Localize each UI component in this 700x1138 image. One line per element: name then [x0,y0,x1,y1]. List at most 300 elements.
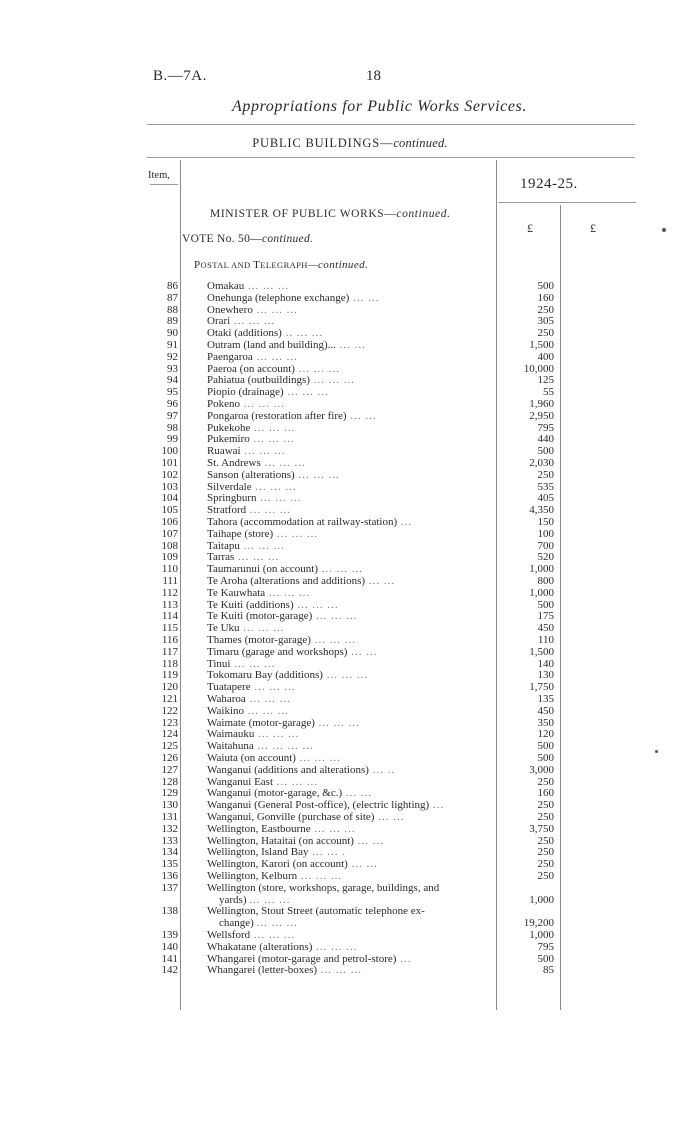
item-description [207,905,492,917]
item-number: 127 [161,763,178,776]
item-description [207,410,492,422]
item-number: 123 [161,716,178,729]
description-text: Onehunga (telephone exchange) [207,291,350,304]
item-amount: 1,500 [529,645,554,658]
item-amount: 305 [537,315,554,328]
dot-leader: ... ... [374,811,405,823]
item-number: 86 [167,280,178,292]
item-amount: 160 [537,291,554,304]
item-description [207,870,492,882]
item-amount: 500 [537,740,554,753]
table-row [0,398,700,410]
description-text: Orari [207,315,231,328]
item-amount: 55 [543,386,554,399]
item-description [207,953,492,965]
item-amount: 500 [537,445,554,458]
vote-heading [182,233,313,245]
item-number: 117 [161,645,178,658]
dot-leader: ... ... [346,409,377,422]
description-text: Wellington, Hataitai (on account) [207,834,354,847]
item-number: 111 [162,575,178,587]
item-number: 99 [167,433,178,446]
description-text: Whangarei (motor-garage and petrol-store) [207,952,397,965]
table-row [0,776,700,788]
description-text: Ruawai [207,445,241,458]
table-row [0,799,700,811]
dot-leader: ... ... ... [250,929,296,941]
item-number: 110 [161,563,178,576]
description-text: Wellington, Karori (on account) [207,858,348,871]
item-number: 115 [161,622,178,635]
item-description [207,646,492,658]
item-description [207,457,492,469]
item-amount: 19,200 [523,917,554,930]
item-description [207,374,492,386]
item-description [207,929,492,941]
item-amount: 1,960 [529,398,554,410]
description-text: Pongaroa (restoration after fire) [207,409,347,422]
currency-symbol-left: £ [527,221,533,235]
table-row [0,363,700,375]
description-text: Tarras [207,551,235,564]
item-amount: 2,950 [529,409,554,422]
item-description [207,339,492,351]
description-text: Omakau [207,280,245,292]
vote-continued: continued. [261,233,314,245]
item-amount: 800 [537,575,554,587]
item-amount: 350 [537,716,554,729]
item-description [207,481,492,493]
dot-leader: ... ... ... [317,964,363,977]
dot-leader: ... ... ... [294,362,340,375]
description-text: Springburn [207,492,257,505]
item-amount: 130 [537,669,554,682]
table-row [0,752,700,764]
item-number: 114 [161,610,178,623]
item-description [207,363,492,375]
table-row [0,964,700,976]
dot-leader: ... ... ... [294,468,340,481]
dot-leader: ... ... [353,834,384,847]
table-row [0,351,700,363]
table-row [0,599,700,611]
description-text: Wellington, Eastbourne [207,822,311,835]
table-row [0,646,700,658]
item-amount: 1,750 [529,681,554,694]
item-amount: 4,350 [529,504,554,517]
item-number: 119 [161,669,178,682]
item-description [207,681,492,693]
dot-leader: ... ... ... [318,563,364,576]
dot-leader: ... ... ... [309,374,355,387]
dot-leader: ... ... ... [230,315,276,328]
table-row [0,858,700,870]
table-row [0,669,700,681]
section-heading-part: OSTAL AND [200,260,254,270]
item-description [207,351,492,363]
table-row [0,386,700,398]
item-number: 129 [161,787,178,800]
item-amount: 10,000 [523,362,554,375]
section-heading-continued: —continued. [307,259,369,271]
table-row [0,882,700,894]
item-number: 93 [167,362,178,375]
table-row [0,693,700,705]
description-text: Te Aroha (alterations and additions) [207,575,366,587]
dot-leader: ... ... ... [312,940,358,953]
table-row [0,445,700,457]
table-row [0,292,700,304]
margin-mark [662,228,666,232]
item-number: 90 [167,327,178,340]
description-text: Wanganui (motor-garage, &c.) [207,787,343,800]
item-number: 87 [167,291,178,304]
section-subtitle [0,136,700,151]
description-line: Wellington (store, workshops, garage, buildings, and [207,881,440,894]
item-number: 138 [161,905,178,918]
item-description [207,528,492,540]
item-amount: 120 [537,728,554,741]
description-text: Wellington, Kelburn [207,870,298,882]
dot-leader: ... ... [365,575,396,587]
table-row [0,811,700,823]
item-number: 131 [161,811,178,823]
minister-continued: continued. [396,208,451,220]
item-number: 116 [161,634,178,646]
description-text: Pukekohe [207,421,251,434]
item-description [207,858,492,870]
table-row [0,516,700,528]
item-amount: 1,000 [529,893,554,906]
item-description [207,563,492,575]
description-text: Waiuta (on account) [207,752,296,764]
page-number: 18 [366,68,381,84]
table-row [0,941,700,953]
item-description [207,787,492,799]
vote-main: VOTE No. 50— [182,233,262,245]
item-amount: 85 [543,964,554,977]
dot-leader: ... ... ... [240,398,285,410]
table-row-continuation [0,917,700,929]
dot-leader: ... ... ... [260,457,306,469]
table-row [0,717,700,729]
subtitle-main: PUBLIC BUILDINGS— [252,136,394,150]
item-description [207,445,492,457]
item-description [207,835,492,847]
item-description-continued [207,917,504,929]
item-number: 109 [161,551,178,564]
item-number: 141 [161,952,178,965]
dot-leader: ... ... ... [256,917,298,930]
item-amount: 500 [537,752,554,764]
item-description [207,634,492,646]
item-amount: 175 [537,610,554,623]
dot-leader: ... ... ... ... [253,740,314,753]
item-amount: 795 [537,940,554,953]
item-description [207,752,492,764]
item-number: 140 [161,940,178,953]
item-number: 124 [161,728,178,741]
dot-leader: ... ... ... [250,681,296,694]
dot-leader: ... ... ... [240,445,286,458]
section-heading-part: ELEGRAPH [260,260,308,270]
table-row [0,433,700,445]
item-amount: 250 [537,775,554,788]
item-description [207,386,492,398]
item-number: 94 [167,374,178,387]
item-number: 125 [161,740,178,753]
item-amount: 450 [537,622,554,635]
table-row [0,870,700,882]
table-row [0,551,700,563]
item-description [207,693,492,705]
year-column-header: 1924-25. [520,176,578,192]
item-number: 108 [161,539,178,552]
description-text: Pokeno [207,398,240,410]
dot-leader: ... ... ... [293,598,339,611]
dot-leader: ... [397,516,413,528]
dot-leader: ... ... [342,787,373,800]
item-description [207,717,492,729]
header-rule [147,124,635,125]
description-text: Wellsford [207,929,251,941]
description-text: Waitahuna [207,740,254,753]
item-description-continued [207,894,504,906]
dot-leader: ... ... ... [251,480,297,493]
table-row [0,280,700,292]
item-amount: 135 [537,693,554,705]
item-amount: 250 [537,846,554,859]
page-title: Appropriations for Public Works Services. [232,98,527,115]
table-row [0,846,700,858]
description-text: Whangarei (letter-boxes) [207,964,318,977]
item-number: 136 [161,870,178,882]
dot-leader: ... ... ... [230,657,276,670]
dot-leader: ... [429,799,445,812]
description-text: Timaru (garage and workshops) [207,645,348,658]
item-amount: 1,500 [529,339,554,351]
item-number: 113 [161,598,178,611]
description-text: Silverdale [207,480,252,493]
table-row [0,304,700,316]
description-text: Taitapu [207,539,240,552]
table-row [0,528,700,540]
dot-leader: ... ... ... [234,551,280,564]
item-description [207,587,492,599]
item-description [207,304,492,316]
item-number: 92 [167,350,178,363]
table-row [0,457,700,469]
description-text: Paengaroa [207,350,253,363]
item-number: 106 [161,516,178,528]
table-row [0,492,700,504]
table-row [0,410,700,422]
item-amount: 2,030 [529,457,554,469]
item-description [207,327,492,339]
item-number: 130 [161,799,178,812]
description-text: Onewhero [207,303,253,316]
description-text: Sanson (alterations) [207,468,295,481]
item-amount: 3,750 [529,822,554,835]
description-text: Wanganui East [207,775,274,788]
item-number: 133 [161,834,178,847]
dot-leader: ... ... [349,291,380,304]
item-number: 142 [161,964,178,977]
item-number: 112 [161,586,178,599]
item-description [207,516,492,528]
item-amount: 110 [537,634,554,646]
item-number: 95 [167,386,178,399]
item-amount: 500 [537,952,554,965]
description-text: Waimate (motor-garage) [207,716,315,729]
item-description [207,964,492,976]
item-amount: 440 [537,433,554,446]
item-amount: 520 [537,551,554,564]
dot-leader: ... ... ... [322,669,368,682]
item-number: 137 [161,881,178,894]
section-heading-part: T [253,259,261,271]
dot-leader: ... ... ... [283,386,329,399]
table-row [0,422,700,434]
item-description [207,398,492,410]
item-description [207,764,492,776]
item-amount: 500 [537,280,554,292]
description-text: Taumarunui (on account) [207,563,319,576]
description-text: Wanganui (additions and alterations) [207,763,369,776]
dot-leader: ... ... ... [249,433,295,446]
item-amount: 160 [537,787,554,800]
item-description [207,599,492,611]
dot-leader: ... ... ... [273,527,319,540]
item-number: 122 [161,704,178,717]
dot-leader: ... [396,952,412,965]
table-row [0,327,700,339]
dot-leader: ... .. [368,763,396,776]
item-amount: 250 [537,870,554,882]
item-number: 101 [161,457,178,469]
item-amount: 150 [537,516,554,528]
postal-telegraph-heading [194,259,368,271]
item-description [207,469,492,481]
item-amount: 140 [537,657,554,670]
item-number: 96 [167,398,178,410]
item-description [207,811,492,823]
table-row [0,835,700,847]
description-text: Outram (land and building)... [207,339,336,351]
item-amount: 500 [537,598,554,611]
table-row [0,764,700,776]
section-heading-part: P [194,259,201,271]
description-text: Tokomaru Bay (additions) [207,669,323,682]
description-text: Waharoa [207,693,246,705]
dot-leader: ... ... ... [297,870,343,882]
description-text: Te Kuiti (additions) [207,598,294,611]
description-line: Wellington, Stout Street (automatic telephone ex- [207,905,425,918]
description-text: Te Kuiti (motor-garage) [207,610,313,623]
table-row [0,787,700,799]
item-number: 121 [161,693,178,705]
item-number: 120 [161,681,178,694]
year-header-underline [498,202,636,203]
table-row [0,339,700,351]
table-row [0,681,700,693]
dot-leader: ... ... ... [250,421,296,434]
table-row [0,905,700,917]
item-column-header: Item, [148,170,170,181]
item-amount: 450 [537,704,554,717]
table-row [0,728,700,740]
item-number: 118 [161,657,178,670]
dot-leader: ... ... ... [312,610,358,623]
item-description [207,728,492,740]
table-row [0,622,700,634]
item-number: 98 [167,421,178,434]
description-text: Wellington, Island Bay [207,846,309,859]
dot-leader: ... ... . [308,846,346,859]
description-text: Pahiatua (outbuildings) [207,374,310,387]
description-text: Otaki (additions) [207,327,282,340]
description-text: Tuatapere [207,681,251,694]
minister-main: MINISTER OF PUBLIC WORKS— [210,208,397,220]
dot-leader: ... ... ... [249,893,291,906]
description-text: Wanganui, Gonville (purchase of site) [207,811,375,823]
description-line: change) [219,917,257,930]
item-amount: 1,000 [529,929,554,941]
item-number: 135 [161,858,178,871]
description-line: yards) [219,893,250,906]
dot-leader: ... ... ... [239,622,285,635]
dot-leader: ... ... ... [265,586,311,599]
item-amount: 250 [537,858,554,871]
item-number: 88 [167,303,178,316]
item-description [207,551,492,563]
description-text: Wanganui (General Post-office), (electric lighting) [207,799,430,812]
item-description [207,658,492,670]
item-number: 89 [167,315,178,328]
table-row [0,634,700,646]
table-row [0,929,700,941]
dot-leader: ... ... ... [273,775,319,788]
item-amount: 125 [537,374,554,387]
item-header-underline [150,184,178,185]
dot-leader: .. ... ... [281,327,324,340]
item-amount: 250 [537,811,554,823]
item-description [207,422,492,434]
description-text: Tinui [207,657,231,670]
table-row [0,658,700,670]
table-row [0,575,700,587]
item-description [207,846,492,858]
description-text: Piopio (drainage) [207,386,284,399]
dot-leader: ... ... [335,339,366,351]
table-row [0,705,700,717]
item-description [207,280,492,292]
description-text: Te Uku [207,622,240,635]
item-amount: 405 [537,492,554,505]
item-amount: 250 [537,799,554,812]
table-row [0,540,700,552]
dot-leader: ... ... ... [252,350,298,363]
table-top-rule [147,157,635,158]
item-description [207,610,492,622]
table-row [0,315,700,327]
item-number: 126 [161,752,178,764]
item-amount: 1,000 [529,586,554,599]
table-row [0,563,700,575]
dot-leader: ... ... ... [254,728,300,741]
dot-leader: ... ... ... [245,693,291,705]
description-text: Pukemiro [207,433,250,446]
